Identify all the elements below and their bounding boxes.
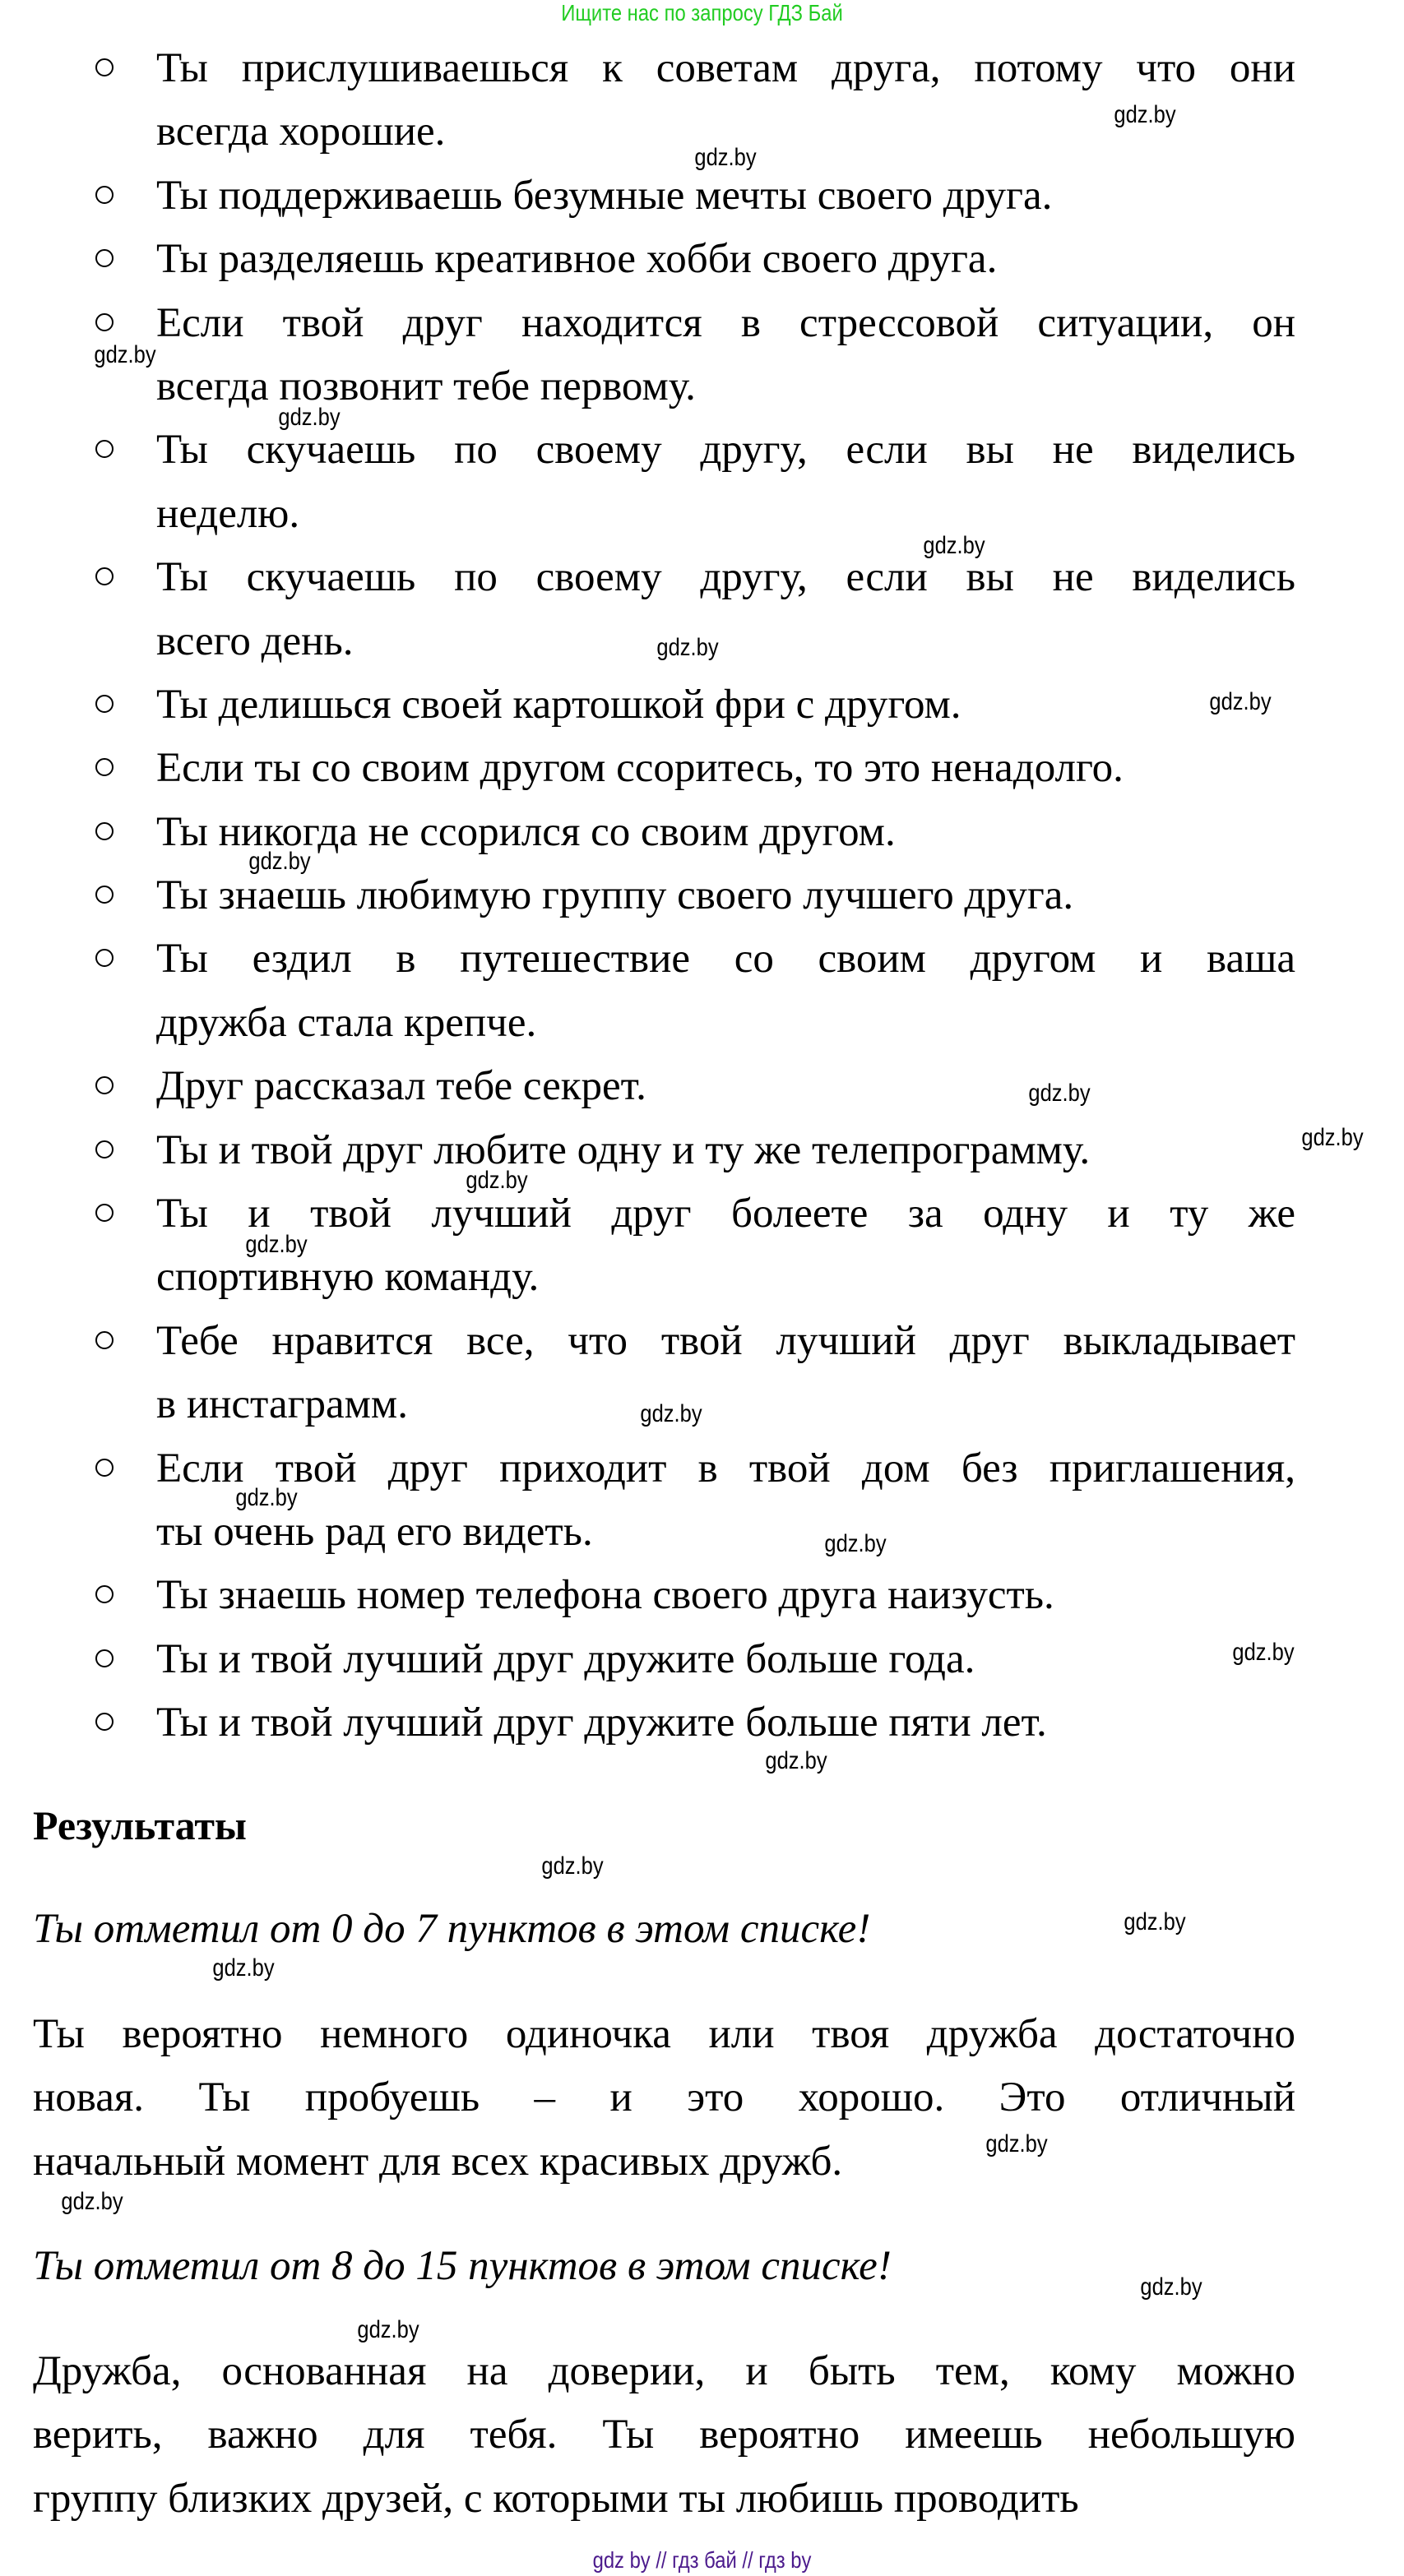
text-line: Ты и твой лучший друг болеете за одну и ту же: [156, 1191, 1295, 1237]
watermark: gdz.by: [212, 1954, 275, 1982]
text-line: Ты поддерживаешь безумные мечты своего друга.: [156, 172, 1053, 219]
watermark: gdz.by: [94, 341, 156, 368]
text-line: Ты разделяешь креативное хобби своего друга.: [156, 236, 998, 283]
checklist-item[interactable]: [0, 801, 1404, 864]
text-line: Ты ездил в путешествие со своим другом и ваша: [156, 936, 1295, 983]
watermark: gdz.by: [640, 1400, 702, 1427]
result-text-1: [33, 2003, 1295, 2194]
text-line: неделю.: [156, 490, 300, 537]
text-line: дружба стала крепче.: [156, 999, 537, 1046]
text-line: спортивную команду.: [156, 1254, 540, 1301]
checklist-item[interactable]: [0, 737, 1404, 800]
circle-bullet-icon[interactable]: [95, 1204, 114, 1222]
circle-bullet-icon[interactable]: [95, 1459, 114, 1477]
footer-links: gdz by // гдз бай // гдз by: [592, 2547, 812, 2573]
watermark: gdz.by: [1301, 1124, 1364, 1151]
circle-bullet-icon[interactable]: [95, 567, 114, 585]
text-line: всегда позвонит тебе первому.: [156, 363, 696, 409]
circle-bullet-icon[interactable]: [95, 186, 114, 204]
checklist-item[interactable]: [0, 1564, 1404, 1627]
watermark: gdz.by: [357, 2316, 419, 2343]
circle-bullet-icon[interactable]: [95, 822, 114, 840]
text-line: Ты знаешь номер телефона своего друга наизусть.: [156, 1572, 1054, 1619]
watermark: gdz.by: [765, 1747, 827, 1774]
watermark: gdz.by: [923, 532, 985, 559]
text-line: Друг рассказал тебе секрет.: [156, 1063, 646, 1110]
text-line: Если твой друг находится в стрессовой ситуации, он: [156, 299, 1295, 346]
checklist-item[interactable]: [0, 1437, 1404, 1565]
watermark: gdz.by: [248, 848, 311, 875]
text-line: Ты знаешь любимую группу своего лучшего друга.: [156, 872, 1074, 919]
watermark: gdz.by: [694, 144, 757, 171]
checklist-item[interactable]: [0, 1182, 1404, 1310]
watermark: gdz.by: [1232, 1639, 1295, 1666]
text-line: Ты прислушиваешься к советам друга, потому что они: [156, 45, 1295, 91]
circle-bullet-icon[interactable]: [95, 886, 114, 904]
watermark: gdz.by: [1028, 1080, 1091, 1107]
checklist-item[interactable]: [0, 228, 1404, 291]
watermark: gdz.by: [1209, 688, 1272, 715]
circle-bullet-icon[interactable]: [95, 249, 114, 267]
text-line: Если ты со своим другом ссоритесь, то это ненадолго.: [156, 745, 1124, 792]
checklist-item[interactable]: [0, 292, 1404, 419]
circle-bullet-icon[interactable]: [95, 313, 114, 331]
checklist-item[interactable]: [0, 1055, 1404, 1118]
watermark: gdz.by: [1114, 101, 1176, 128]
circle-bullet-icon[interactable]: [95, 1713, 114, 1731]
text-line: Ты и твой лучший друг дружите больше пяти лет.: [156, 1700, 1047, 1746]
watermark: gdz.by: [824, 1530, 887, 1557]
result-title-2: Ты отметил от 8 до 15 пунктов в этом списке!: [33, 2243, 892, 2289]
text-line: Дружба, основанная на доверии, и быть тем, кому можно: [33, 2348, 1295, 2394]
circle-bullet-icon[interactable]: [95, 440, 114, 458]
text-line: в инстаграмм.: [156, 1381, 408, 1428]
text-line: Ты и твой лучший друг дружите больше года.: [156, 1635, 975, 1682]
watermark: gdz.by: [278, 404, 341, 431]
watermark: gdz.by: [235, 1484, 298, 1511]
watermark: gdz.by: [541, 1852, 604, 1880]
watermark: gdz.by: [1140, 2273, 1202, 2301]
checklist-item[interactable]: [0, 927, 1404, 1055]
checklist: [0, 37, 1404, 1755]
checklist-item[interactable]: [0, 1628, 1404, 1691]
circle-bullet-icon[interactable]: [95, 1140, 114, 1159]
text-line: Ты никогда не ссорился со своим другом.: [156, 808, 896, 855]
watermark: gdz.by: [656, 634, 719, 661]
text-line: Ты вероятно немного одиночка или твоя дружба достаточно: [33, 2011, 1295, 2057]
checklist-item[interactable]: [0, 419, 1404, 546]
search-hint-banner: Ищите нас по запросу ГДЗ Бай: [561, 0, 843, 25]
circle-bullet-icon[interactable]: [95, 695, 114, 713]
watermark: gdz.by: [1124, 1908, 1186, 1935]
checklist-item[interactable]: [0, 864, 1404, 927]
result-block-2: [33, 2235, 1295, 2298]
text-line: Ты и твой друг любите одну и ту же телепрограмму.: [156, 1126, 1091, 1173]
watermark: gdz.by: [61, 2188, 123, 2215]
results-heading-block: [33, 1794, 1295, 1857]
text-line: новая. Ты пробуешь – и это хорошо. Это отличный: [33, 2074, 1295, 2121]
checklist-item[interactable]: [0, 1691, 1404, 1755]
text-line: начальный момент для всех красивых дружб.: [33, 2138, 843, 2185]
circle-bullet-icon[interactable]: [95, 58, 114, 76]
watermark: gdz.by: [985, 2130, 1048, 2157]
text-line: Ты скучаешь по своему другу, если вы не виделись: [156, 554, 1295, 601]
text-line: верить, важно для тебя. Ты вероятно имеешь небольшую: [33, 2412, 1295, 2458]
watermark: gdz.by: [245, 1231, 308, 1258]
results-heading: Результаты: [33, 1802, 247, 1848]
text-line: ты очень рад его видеть.: [156, 1508, 593, 1555]
circle-bullet-icon[interactable]: [95, 1649, 114, 1667]
result-text-2: [33, 2340, 1295, 2531]
text-line: Ты скучаешь по своему другу, если вы не виделись: [156, 427, 1295, 474]
checklist-item[interactable]: [0, 673, 1404, 737]
text-line: группу близких друзей, с которыми ты любишь проводить: [33, 2475, 1079, 2522]
text-line: Если твой друг приходит в твой дом без приглашения,: [156, 1445, 1295, 1491]
result-title-1: Ты отметил от 0 до 7 пунктов в этом списке!: [33, 1906, 871, 1952]
watermark: gdz.by: [466, 1167, 528, 1194]
text-line: Ты делишься своей картошкой фри с другом.: [156, 681, 961, 728]
text-line: Тебе нравится все, что твой лучший друг выкладывает: [156, 1317, 1295, 1364]
result-block-1: [33, 1898, 1295, 1961]
text-line: всегда хорошие.: [156, 109, 446, 155]
checklist-item[interactable]: [0, 164, 1404, 228]
circle-bullet-icon[interactable]: [95, 1585, 114, 1603]
circle-bullet-icon[interactable]: [95, 1076, 114, 1094]
circle-bullet-icon[interactable]: [95, 758, 114, 776]
circle-bullet-icon[interactable]: [95, 1331, 114, 1349]
checklist-item[interactable]: [0, 1119, 1404, 1182]
text-line: всего день.: [156, 617, 354, 664]
circle-bullet-icon[interactable]: [95, 949, 114, 967]
